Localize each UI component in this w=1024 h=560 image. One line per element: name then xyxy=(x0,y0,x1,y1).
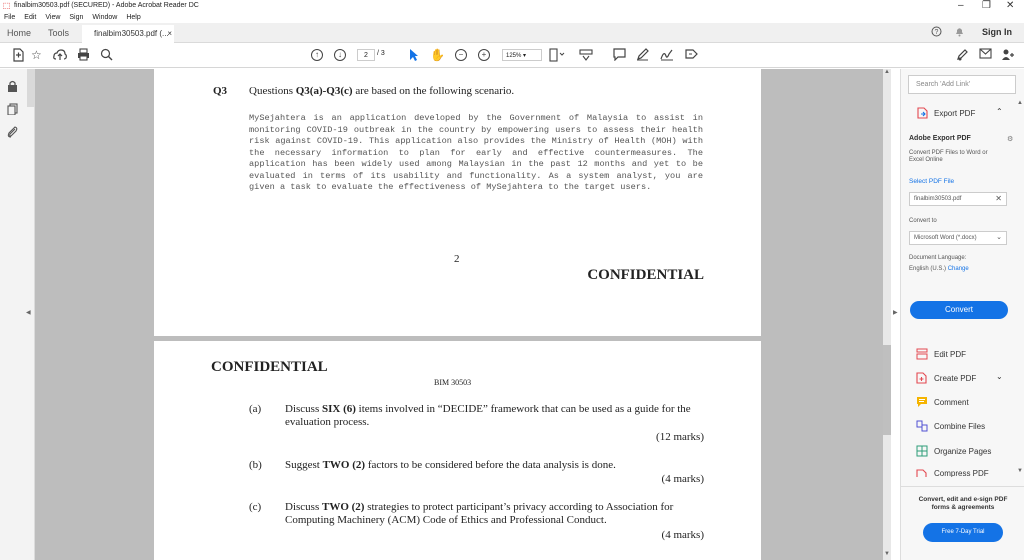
acrobat-logo-icon: ⬚ xyxy=(2,1,11,10)
document-scrollbar[interactable] xyxy=(883,69,891,560)
zoom-select[interactable]: 125% ▾ xyxy=(502,49,542,61)
window-title: finalbim30503.pdf (SECURED) - Adobe Acrobat Reader DC xyxy=(14,2,199,9)
compress-pdf-label: Compress PDF xyxy=(934,469,989,477)
course-code: BIM 30503 xyxy=(434,378,472,387)
notification-bell-icon[interactable] xyxy=(954,26,965,40)
sub-question-text xyxy=(285,501,705,527)
export-pdf-label: Export PDF xyxy=(934,108,976,118)
q-text-bold: TWO (2) xyxy=(321,501,365,513)
page-fit-icon[interactable] xyxy=(549,48,565,62)
selected-file-name: finalbim30503.pdf xyxy=(914,196,962,202)
free-trial-button[interactable]: Free 7-Day Trial xyxy=(923,523,1003,542)
selected-file-field[interactable] xyxy=(909,192,1007,206)
expand-left-pane-icon[interactable]: ◀ xyxy=(26,310,31,316)
tab-home[interactable]: Home xyxy=(7,28,32,38)
next-page-icon[interactable]: ↓ xyxy=(334,49,346,61)
organize-pages-icon xyxy=(916,445,928,457)
menu-help[interactable]: Help xyxy=(126,13,141,21)
scenario-text: MySejahtera is an application developed by the Government of Malaysia to assist in monitoring COVID-19 outbreak in the country by empowering users to assess their health risk against COVID-19. This application also provides the Ministry of Health (MOH) with the necessary information to plan for early and effective countermeasures. The application has been widely used among Malaysian in the past 12 months and yet to be evaluated in terms of its usability and functionality. As a system analyst, you are given a task to evaluate the effectiveness of MySejahtera to the target users. xyxy=(249,113,703,192)
confidential-footer: CONFIDENTIAL xyxy=(587,267,704,283)
edit-pdf-tool[interactable] xyxy=(916,348,966,360)
draw-signature-icon[interactable] xyxy=(660,48,674,62)
q-text-pre: Suggest xyxy=(285,459,323,471)
marks: (12 marks) xyxy=(656,431,704,443)
page-number: 2 xyxy=(454,253,460,265)
create-pdf-icon xyxy=(916,372,928,384)
convert-button[interactable]: Convert xyxy=(910,301,1008,319)
tool-search-input[interactable]: Search 'Add Link' xyxy=(908,75,1016,94)
hand-tool-icon[interactable]: ✋ xyxy=(430,48,445,62)
menu-view[interactable]: View xyxy=(45,13,61,21)
sub-question-label: (a) xyxy=(249,403,262,415)
menu-file[interactable]: File xyxy=(4,13,16,21)
collapse-chevron-icon[interactable]: ⌃ xyxy=(996,107,1003,116)
attachment-icon[interactable] xyxy=(7,126,18,141)
search-zoom-icon[interactable] xyxy=(100,48,113,62)
convert-format-select[interactable] xyxy=(909,231,1007,245)
select-cursor-icon[interactable] xyxy=(408,48,418,62)
scroll-down-icon[interactable]: ▼ xyxy=(884,551,890,557)
tab-tools[interactable]: Tools xyxy=(48,28,70,38)
expand-right-pane-icon[interactable]: ▶ xyxy=(893,310,898,316)
page-total: / 3 xyxy=(377,50,385,57)
comment-tool[interactable] xyxy=(916,396,969,408)
lock-icon[interactable] xyxy=(7,80,18,95)
bookmark-star-icon[interactable]: ☆ xyxy=(31,48,42,62)
panel-divider xyxy=(901,486,1024,487)
adobe-export-description: Convert PDF Files to Word or Excel Online xyxy=(909,150,988,163)
document-language-label: Document Language: xyxy=(909,255,967,261)
upload-cloud-icon[interactable] xyxy=(53,48,67,62)
tab-bar xyxy=(0,23,1024,43)
intro-text-bold: Q3(a)-Q3(c) xyxy=(295,85,353,97)
document-language-value: English (U.S.) xyxy=(909,266,947,272)
combine-files-label: Combine Files xyxy=(934,421,986,431)
edit-pdf-icon xyxy=(916,348,928,360)
pane-scroll-down-icon[interactable]: ▼ xyxy=(1017,468,1023,474)
organize-pages-tool[interactable] xyxy=(916,445,991,457)
menu-window[interactable]: Window xyxy=(92,13,118,21)
zoom-out-icon[interactable]: − xyxy=(455,49,467,61)
confidential-header: CONFIDENTIAL xyxy=(211,359,328,375)
right-pane-scrollbar[interactable] xyxy=(1017,98,1024,478)
comment-icon[interactable] xyxy=(613,48,626,62)
menu-sign[interactable]: Sign xyxy=(69,13,84,21)
left-navigation-pane xyxy=(0,69,35,560)
question-intro xyxy=(249,85,514,97)
compress-pdf-tool[interactable] xyxy=(916,469,989,477)
change-language-link[interactable]: Change xyxy=(947,266,969,272)
previous-page-icon[interactable]: ↑ xyxy=(311,49,323,61)
print-icon[interactable] xyxy=(77,48,90,62)
adobe-export-title: Adobe Export PDF xyxy=(909,135,971,142)
document-viewer[interactable] xyxy=(35,69,883,560)
intro-text-pre: Questions xyxy=(249,85,296,97)
minimize-button[interactable]: – xyxy=(958,0,964,11)
q-text-bold: TWO (2) xyxy=(322,459,366,471)
question-label: Q3 xyxy=(213,85,228,97)
mail-icon[interactable] xyxy=(979,48,992,62)
scroll-mode-icon[interactable] xyxy=(579,48,593,62)
close-window-button[interactable]: ✕ xyxy=(1006,0,1015,11)
fill-sign-icon[interactable] xyxy=(684,48,698,62)
sub-question-label: (c) xyxy=(249,501,262,513)
pane-scroll-up-icon[interactable]: ▲ xyxy=(1017,100,1023,106)
marks: (4 marks) xyxy=(661,529,704,541)
create-pdf-tool[interactable] xyxy=(916,372,976,384)
organize-pages-label: Organize Pages xyxy=(934,446,992,456)
main-toolbar xyxy=(0,43,1024,68)
page-thumbnails-icon[interactable] xyxy=(7,103,18,118)
convert-to-label: Convert to xyxy=(909,218,937,224)
q-text-pre: Discuss xyxy=(285,403,322,415)
tab-document[interactable] xyxy=(82,25,174,43)
select-pdf-label: Select PDF File xyxy=(909,178,955,185)
tab-document-label: finalbim30503.pdf (... xyxy=(94,29,169,38)
comment-tool-icon xyxy=(916,396,928,408)
svg-text:?: ? xyxy=(934,29,939,36)
export-settings-icon[interactable]: ⚙ xyxy=(1007,136,1014,143)
scroll-up-icon[interactable]: ▲ xyxy=(884,69,890,75)
combine-files-icon xyxy=(916,420,928,432)
sign-in-button[interactable]: Sign In xyxy=(982,27,1012,37)
sub-question-text xyxy=(285,459,705,472)
sub-question-label: (b) xyxy=(249,459,262,471)
marks: (4 marks) xyxy=(661,473,704,485)
promo-text: Convert, edit and e-sign PDF forms & agreements xyxy=(918,496,1008,511)
q-text-post: factors to be considered before the data analysis is done. xyxy=(365,459,616,471)
create-pdf-chevron-icon[interactable]: ⌄ xyxy=(996,372,1003,381)
q-text-post: items involved in “DECIDE” framework that can be used as a guide for the evaluation process. xyxy=(285,403,691,428)
right-tools-pane xyxy=(900,69,1024,560)
q-text-post: strategies to protect participant’s privacy according to Association for Computing Machinery (ACM) Code of Ethics and Professional Conduct. xyxy=(285,501,674,526)
convert-format-value: Microsoft Word (*.docx) xyxy=(914,235,977,241)
pdf-page-2 xyxy=(154,69,761,336)
help-icon[interactable] xyxy=(931,26,942,40)
q-text-bold: SIX (6) xyxy=(321,403,356,415)
comment-label: Comment xyxy=(934,397,969,407)
zoom-in-icon[interactable]: + xyxy=(478,49,490,61)
combine-files-tool[interactable] xyxy=(916,420,985,432)
zoom-value: 125% xyxy=(506,53,522,59)
share-user-icon[interactable] xyxy=(1001,48,1015,62)
highlight-pen-icon[interactable] xyxy=(636,48,649,62)
chevron-down-icon: ⌄ xyxy=(996,234,1002,241)
menu-edit[interactable]: Edit xyxy=(24,13,37,21)
close-tab-icon[interactable]: × xyxy=(167,29,172,38)
scrollbar-thumb[interactable] xyxy=(883,345,891,435)
menu-bar xyxy=(0,11,150,23)
intro-text-post: are based on the following scenario. xyxy=(352,85,515,97)
pdf-page-3 xyxy=(154,341,761,560)
restore-button[interactable]: ❐ xyxy=(982,0,991,11)
title-bar xyxy=(0,0,1024,11)
remove-file-icon[interactable]: ✕ xyxy=(995,194,1002,203)
document-language-row xyxy=(909,266,969,272)
page-number-input[interactable]: 2 xyxy=(357,49,375,61)
create-icon[interactable] xyxy=(12,48,24,62)
q-text-pre: Discuss xyxy=(285,501,322,513)
create-pdf-label: Create PDF xyxy=(934,373,977,383)
sub-question-text xyxy=(285,403,705,429)
edit-sign-icon[interactable] xyxy=(956,48,969,62)
export-pdf-icon xyxy=(916,107,928,119)
edit-pdf-label: Edit PDF xyxy=(934,349,967,359)
compress-pdf-icon xyxy=(916,469,928,477)
export-pdf-tool[interactable] xyxy=(916,107,975,119)
